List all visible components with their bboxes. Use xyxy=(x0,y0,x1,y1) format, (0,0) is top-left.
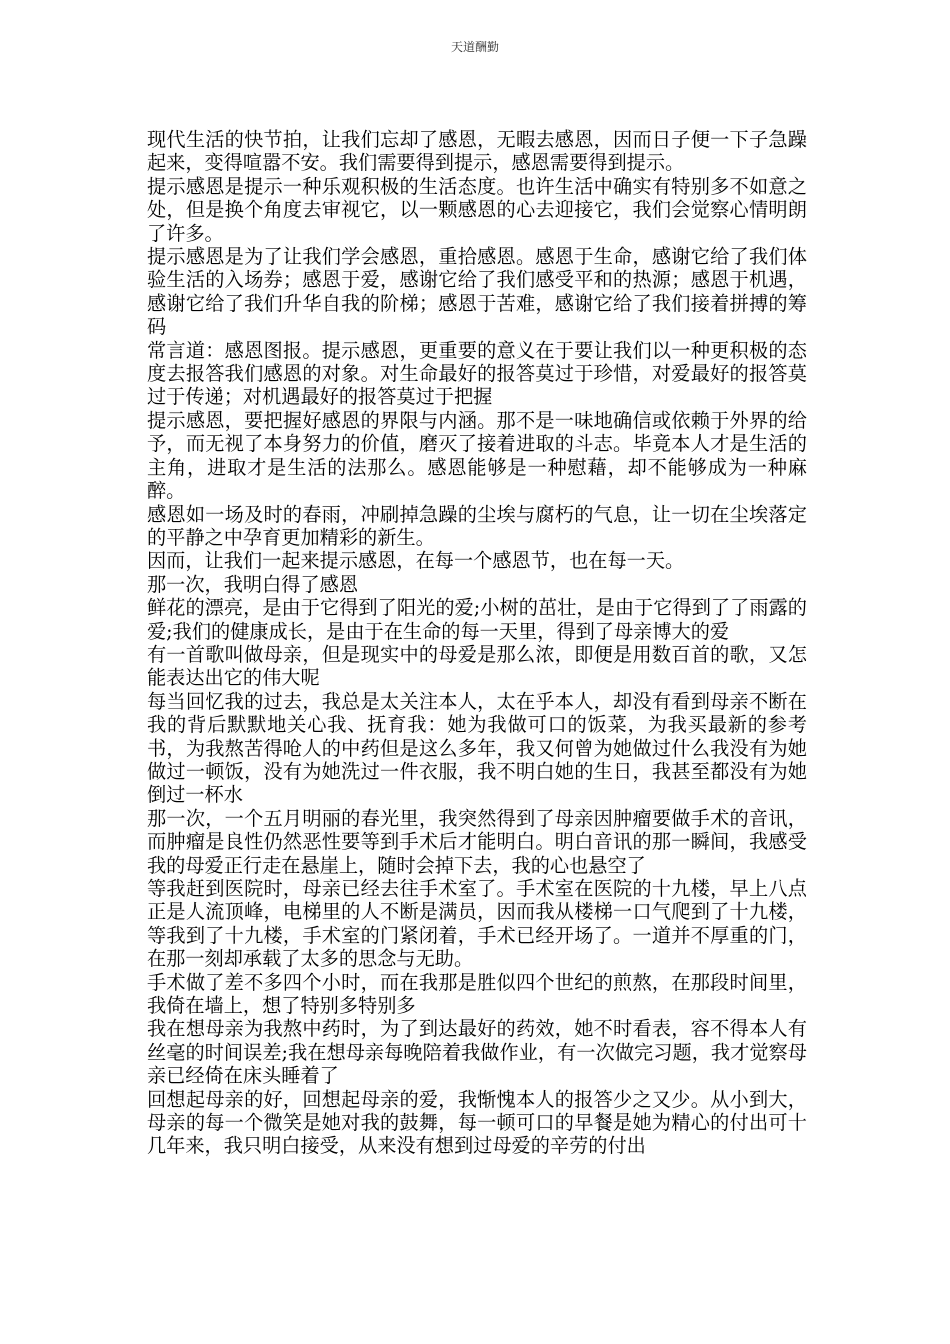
paragraph: 鲜花的漂亮，是由于它得到了阳光的爱;小树的茁壮，是由于它得到了了雨露的爱;我们的健康成长，是由于在生命的每一天里，得到了母亲博大的爱 xyxy=(147,596,807,643)
paragraph: 手术做了差不多四个小时，而在我那是胜似四个世纪的煎熬，在那段时间里，我倚在墙上，想了特别多特别多 xyxy=(147,970,807,1018)
paragraph: 等我赶到医院时，母亲已经去往手术室了。手术室在医院的十九楼，早上八点正是人流顶峰，电梯里的人不断是满员，因而我从楼梯一口气爬到了十九楼，等我到了十九楼，手术室的门紧闭着，手术已经开场了。一道并不厚重的门，在那一刻却承载了太多的思念与无助。 xyxy=(147,877,807,971)
document-body xyxy=(147,128,807,1158)
paragraph: 有一首歌叫做母亲，但是现实中的母爱是那么浓，即便是用数百首的歌，又怎能表达出它的伟大呢 xyxy=(147,642,807,690)
paragraph: 常言道：感恩图报。提示感恩，更重要的意义在于要让我们以一种更积极的态度去报答我们感恩的对象。对生命最好的报答莫过于珍惜，对爱最好的报答莫过于传递；对机遇最好的报答莫过于把握 xyxy=(147,338,807,409)
paragraph: 每当回忆我的过去，我总是太关注本人，太在乎本人，却没有看到母亲不断在我的背后默默地关心我、抚育我：她为我做可口的饭菜，为我买最新的参考书，为我熬苦得呛人的中药但是这么多年，我又何曾为她做过什么我没有为她做过一顿饭，没有为她洗过一件衣服，我不明白她的生日，我甚至都没有为她倒过一杯水 xyxy=(147,689,807,807)
paragraph: 提示感恩是提示一种乐观积极的生活态度。也许生活中确实有特别多不如意之处，但是换个角度去审视它，以一颗感恩的心去迎接它，我们会觉察心情明朗了许多。 xyxy=(147,174,807,245)
paragraph: 感恩如一场及时的春雨，冲刷掉急躁的尘埃与腐朽的气息，让一切在尘埃落定的平静之中孕育更加精彩的新生。 xyxy=(147,502,807,549)
paragraph: 现代生活的快节拍，让我们忘却了感恩，无暇去感恩，因而日子便一下子急躁起来，变得喧嚣不安。我们需要得到提示，感恩需要得到提示。 xyxy=(147,128,807,175)
paragraph: 那一次，我明白得了感恩 xyxy=(147,572,359,596)
paragraph: 提示感恩是为了让我们学会感恩，重拾感恩。感恩于生命，感谢它给了我们体验生活的入场券；感恩于爱，感谢它给了我们感受平和的热源；感恩于机遇，感谢它给了我们升华自我的阶梯；感恩于苦难，感谢它给了我们接着拼搏的筹码 xyxy=(147,245,807,339)
paragraph: 那一次，一个五月明丽的春光里，我突然得到了母亲因肿瘤要做手术的音讯，而肿瘤是良性仍然恶性要等到手术后才能明白。明白音讯的那一瞬间，我感受我的母爱正行走在悬崖上，随时会掉下去，我的心也悬空了 xyxy=(147,806,807,877)
paragraph: 提示感恩，要把握好感恩的界限与内涵。那不是一味地确信或依赖于外界的给予，而无视了本身努力的价值，磨灭了接着进取的斗志。毕竟本人才是生活的主角，进取才是生活的法那么。感恩能够是一种慰藉，却不能够成为一种麻醉。 xyxy=(147,408,807,503)
page-header: 天道酬勤 xyxy=(450,40,499,54)
paragraph: 回想起母亲的好，回想起母亲的爱，我惭愧本人的报答少之又少。从小到大，母亲的每一个微笑是她对我的鼓舞，每一顿可口的早餐是她为精心的付出可十几年来，我只明白接受，从来没有想到过母爱的辛劳的付出 xyxy=(147,1087,807,1158)
paragraph: 我在想母亲为我熬中药时，为了到达最好的药效，她不时看表，容不得本人有丝毫的时间误差;我在想母亲每晚陪着我做作业，有一次做完习题，我才觉察母亲已经倚在床头睡着了 xyxy=(147,1017,807,1088)
paragraph: 因而，让我们一起来提示感恩，在每一个感恩节，也在每一天。 xyxy=(147,549,685,573)
